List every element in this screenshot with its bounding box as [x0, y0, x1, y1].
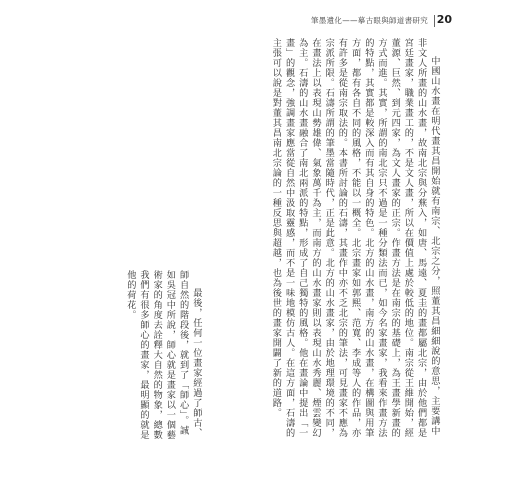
header-divider	[434, 15, 435, 27]
body-text	[124, 38, 450, 478]
paragraph-1: 中國山水畫在明代畫其昌開始就有南宗、北宗之分，照董其昌細細說的意思，主要講中非文人所畫的山水畫，故南北宗與分蕪入，如唐、馬遠、夏圭的畫都屬北宗，由於他們都是宮廷畫家，職業畫工的，不是文人畫，所以在價值上處於較低的地位。南宗從王維開始，經董源、巨然、到元四家，為文人畫家的正宗。作畫方法是在南宗的基礎上，為王畫學新畫的方式而進。其實，所謂的南北宗只不過是一種分類法而已，如今名家畫家，我看來作畫方法的特點，其實都是較深入而有其自身的特色。北方的山水畫，南方的山水畫，在構圖與用筆方面，都有各自不同的風格，不能以一概全。北宗畫家如郭熙、范寬、李成等人的作品，亦有許多是從南宗取法的。本書所討論的石濤，其畫作中亦不乏北宗的筆法，可見畫家不應為宗派所限。石濤所謂的筆墨當隨時代，正是此意。北方的山水畫家，由於地理環境的不同，在畫法上以表現山勢雄偉、氣象萬千為主，而南方的山水畫家則以表現山水秀麗、煙雲變幻為主。石濤的山水畫融合了南北兩派的特點，形成了自己獨特的風格。他在畫論中提出「一畫」的觀念，強調畫家應當從自然中汲取靈感，而不是一味地模仿古人。在這方面，石濤的主張可以說是對董其昌南北宗論的一種反思與超越，也為後世的畫家開闢了新的道路。	[270, 38, 440, 438]
paragraph-2: 最後，任何一位畫家經過了師古、師自然的階段後，就到了「師心」。誠如吳冠中所說，師心就是畫家以一個藝術家的角度去詮釋大自然的物象，總數我們有很多師心的畫家，最明顯的就是他的荷花。	[124, 270, 202, 440]
page-header	[0, 14, 520, 30]
page-number: 20	[436, 13, 452, 26]
running-title: 筆墨遺化——摹古眼與師道書研究	[311, 16, 428, 25]
